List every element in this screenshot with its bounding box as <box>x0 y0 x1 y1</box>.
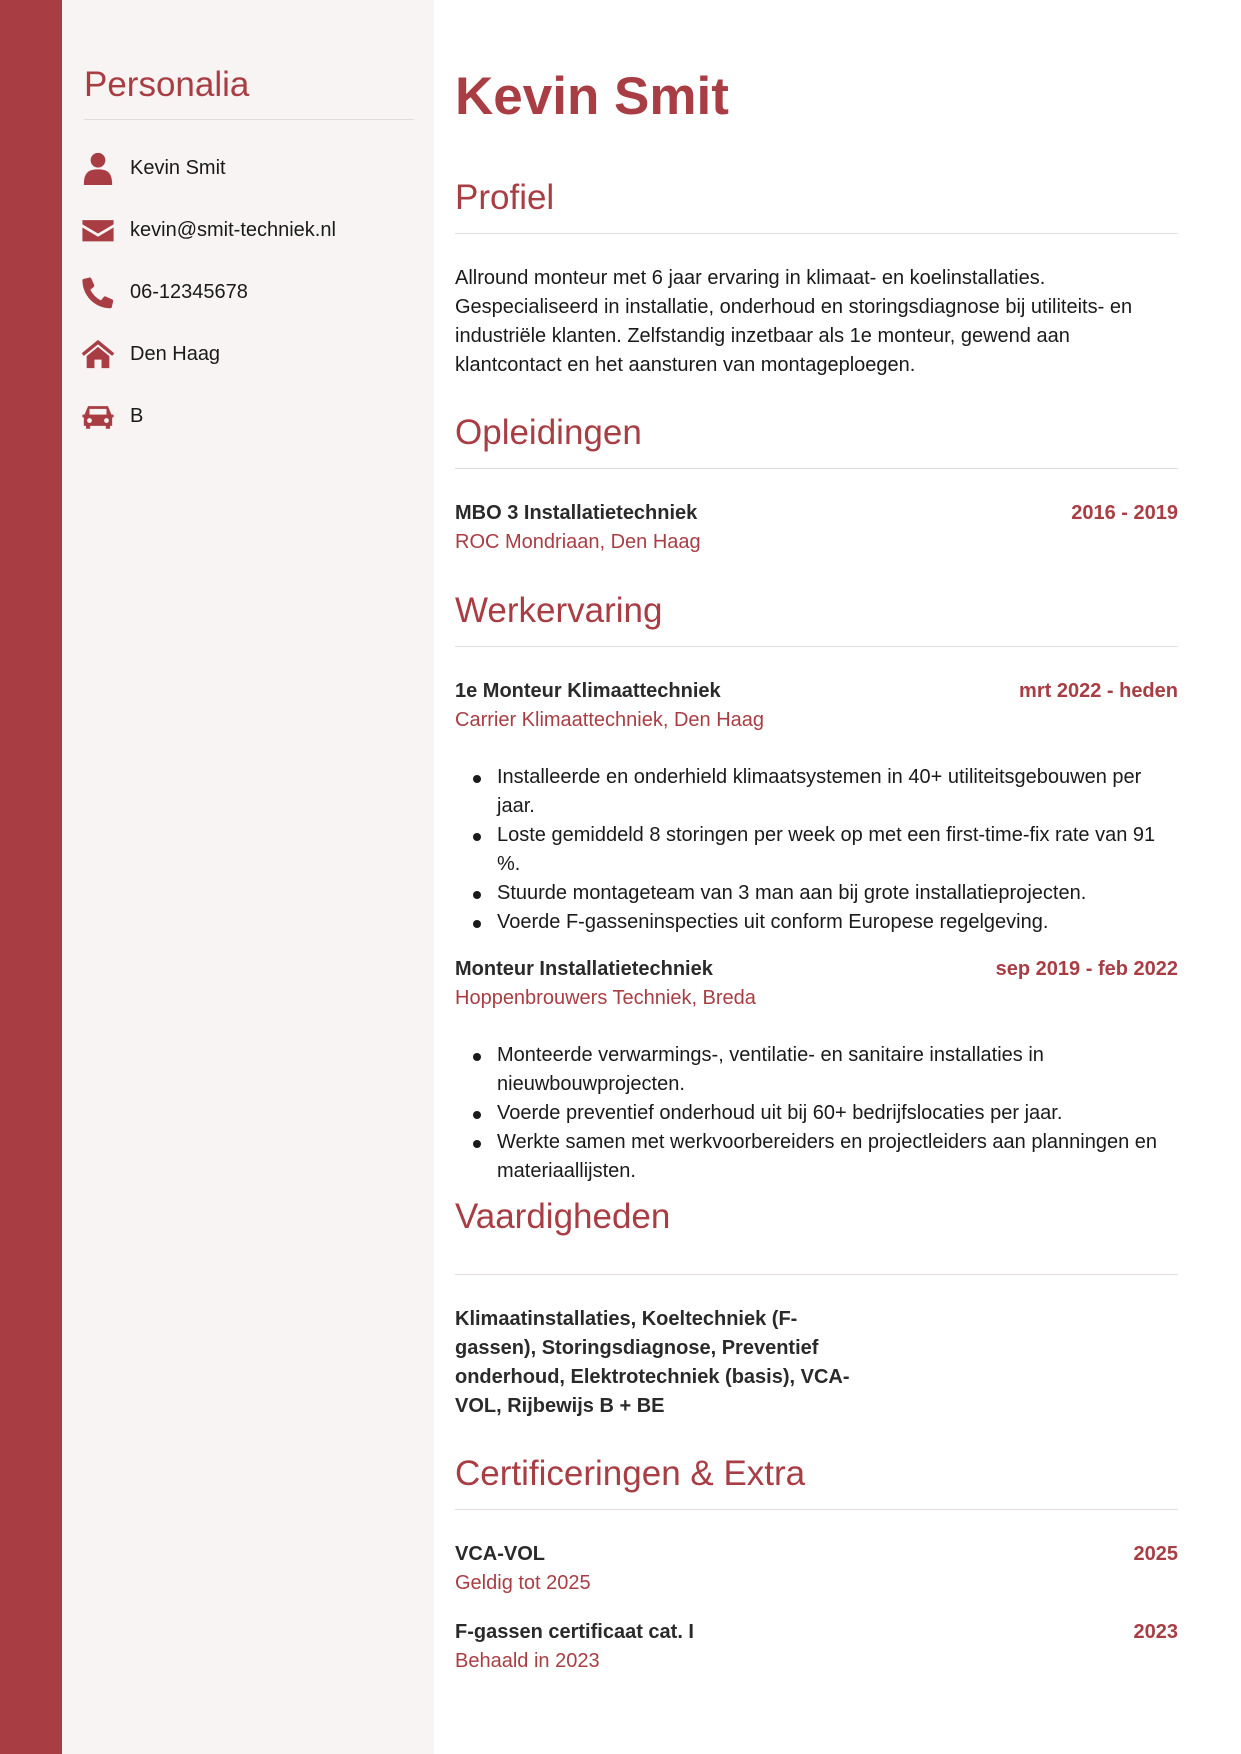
contact-license-text: B <box>130 404 144 427</box>
certificate-date: 2023 <box>1133 1621 1178 1643</box>
certifications-divider <box>455 1509 1178 1510</box>
bullet-item: Loste gemiddeld 8 storingen per week op met een first-time-fix rate van 91 %. <box>497 821 1178 879</box>
certifications-heading: Certificeringen & Extra <box>455 1454 806 1493</box>
job-title: Monteur Installatietechniek <box>455 958 713 980</box>
contact-name-text: Kevin Smit <box>130 156 226 179</box>
certificate-title: VCA-VOL <box>455 1543 545 1565</box>
sidebar <box>62 0 434 1754</box>
home-icon <box>80 336 116 372</box>
contact-city <box>80 334 220 374</box>
education-divider <box>455 468 1178 469</box>
job-bullets <box>455 763 1178 937</box>
bullet-item: Installeerde en onderhield klimaatsystemen in 40+ utiliteitsgebouwen per jaar. <box>497 763 1178 821</box>
profile-text: Allround monteur met 6 jaar ervaring in klimaat- en koelinstallaties. Gespecialiseerd in installatie, onderhoud en storingsdiagnose bij utiliteits- en industriële klanten. Zelfstandig inzetbaar als 1e monteur, gewend aan klantcontact en het aansturen van montageploegen. <box>455 267 1133 376</box>
skills-divider <box>455 1274 1178 1275</box>
experience-divider <box>455 646 1178 647</box>
job-employer: Hoppenbrouwers Techniek, Breda <box>455 987 756 1009</box>
candidate-name: Kevin Smit <box>455 67 729 126</box>
education-date: 2016 - 2019 <box>1071 502 1178 524</box>
certificate-date: 2025 <box>1133 1543 1178 1565</box>
job-bullets <box>455 1041 1178 1186</box>
contact-name <box>80 148 226 188</box>
sidebar-divider <box>84 119 414 120</box>
contact-phone[interactable] <box>80 272 248 312</box>
experience-heading: Werkervaring <box>455 591 663 630</box>
accent-bar <box>0 0 62 1754</box>
certificate-note: Geldig tot 2025 <box>455 1572 591 1594</box>
job-title: 1e Monteur Klimaattechniek <box>455 680 721 702</box>
bullet-item: Voerde preventief onderhoud uit bij 60+ bedrijfslocaties per jaar. <box>497 1099 1178 1128</box>
job-date: mrt 2022 - heden <box>1019 680 1178 702</box>
education-institution: ROC Mondriaan, Den Haag <box>455 531 701 553</box>
contact-city-text: Den Haag <box>130 342 221 365</box>
job-employer: Carrier Klimaattechniek, Den Haag <box>455 709 765 731</box>
education-title: MBO 3 Installatietechniek <box>455 502 698 524</box>
contact-email[interactable] <box>80 210 336 250</box>
car-icon <box>80 398 116 434</box>
profile-heading: Profiel <box>455 178 555 217</box>
education-heading: Opleidingen <box>455 413 642 452</box>
skills-text: Klimaatinstallaties, Koeltechniek (F-gassen), Storingsdiagnose, Preventief onderhoud, Elektrotechniek (basis), VCA-VOL, Rijbewijs B + BE <box>455 1308 850 1417</box>
personal-heading: Personalia <box>84 65 250 104</box>
certificate-note: Behaald in 2023 <box>455 1650 600 1672</box>
contact-license <box>80 396 143 436</box>
envelope-icon <box>80 212 116 248</box>
phone-icon <box>80 274 116 310</box>
bullet-item: Werkte samen met werkvoorbereiders en projectleiders aan planningen en materiaallijsten. <box>497 1128 1178 1186</box>
contact-email-text[interactable]: kevin@smit-techniek.nl <box>130 218 336 241</box>
profile-divider <box>455 233 1178 234</box>
bullet-item: Voerde F-gasseninspecties uit conform Europese regelgeving. <box>497 908 1178 937</box>
contact-phone-text[interactable]: 06-12345678 <box>130 280 248 303</box>
certificate-title: F-gassen certificaat cat. I <box>455 1621 694 1643</box>
job-date: sep 2019 - feb 2022 <box>995 958 1178 980</box>
person-icon <box>80 150 116 186</box>
bullet-item: Monteerde verwarmings-, ventilatie- en sanitaire installaties in nieuwbouwprojecten. <box>497 1041 1178 1099</box>
skills-heading: Vaardigheden <box>455 1197 671 1236</box>
bullet-item: Stuurde montageteam van 3 man aan bij grote installatieprojecten. <box>497 879 1178 908</box>
